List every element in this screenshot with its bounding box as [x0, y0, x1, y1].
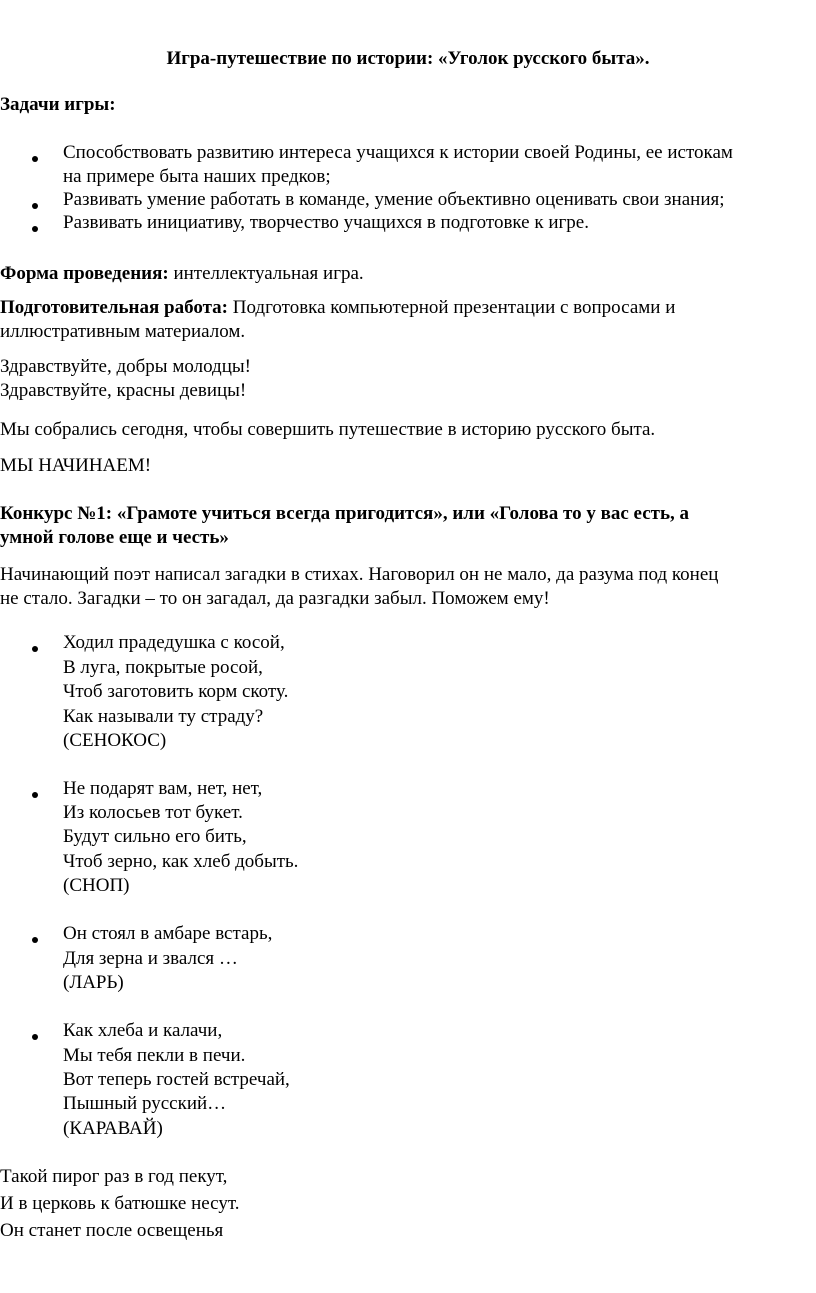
pie-line-1: Такой пирог раз в год пекут, — [0, 1166, 228, 1187]
task-item-2: Развивать умение работать в команде, умение объективно оценивать свои знания; — [63, 189, 725, 210]
riddle-3-answer: (ЛАРЬ) — [63, 972, 124, 993]
greeting-line-1: Здравствуйте, добры молодцы! — [0, 356, 251, 377]
bullet-icon — [32, 937, 38, 943]
riddle-2-line-1: Не подарят вам, нет, нет, — [63, 778, 263, 799]
tasks-heading: Задачи игры: — [0, 94, 116, 115]
riddle-2-answer: (СНОП) — [63, 875, 130, 896]
riddle-4-line-1: Как хлеба и калачи, — [63, 1020, 223, 1041]
riddle-4-line-3: Вот теперь гостей встречай, — [63, 1069, 290, 1090]
form-paragraph — [0, 262, 364, 286]
task-item-3: Развивать инициативу, творчество учащихся в подготовке к игре. — [63, 212, 589, 233]
document-title: Игра-путешествие по истории: «Уголок русского быта». — [166, 48, 650, 69]
riddle-3-line-2: Для зерна и звался … — [63, 948, 238, 969]
contest-desc-line-1: Начинающий поэт написал загадки в стихах. Наговорил он не мало, да разума под конец — [0, 564, 719, 585]
riddle-1-line-1: Ходил прадедушка с косой, — [63, 632, 285, 653]
bullet-icon — [32, 646, 38, 652]
riddle-2-line-3: Будут сильно его бить, — [63, 826, 247, 847]
contest-heading-line-1: Конкурс №1: «Грамоте учиться всегда пригодится», или «Голова то у вас есть, а — [0, 503, 690, 524]
bullet-icon — [32, 792, 38, 798]
prep-paragraph — [0, 296, 675, 320]
riddle-1-line-3: Чтоб заготовить корм скоту. — [63, 681, 289, 702]
prep-text-line-2: иллюстративным материалом. — [0, 321, 246, 342]
riddle-1-line-4: Как называли ту страду? — [63, 706, 264, 727]
riddle-4-answer: (КАРАВАЙ) — [63, 1118, 163, 1139]
contest-heading-line-2: умной голове еще и честь» — [0, 527, 229, 548]
riddle-1-answer: (СЕНОКОС) — [63, 730, 167, 751]
riddle-3-line-1: Он стоял в амбаре встарь, — [63, 923, 273, 944]
task-item-1-line-1: Способствовать развитию интереса учащихся к истории своей Родины, ее истокам — [63, 142, 733, 163]
intro-text: Мы собрались сегодня, чтобы совершить путешествие в историю русского быта. — [0, 419, 656, 440]
riddle-2-line-4: Чтоб зерно, как хлеб добыть. — [63, 851, 299, 872]
prep-text: Подготовка компьютерной презентации с вопросами и — [227, 297, 676, 318]
bullet-icon — [32, 226, 38, 232]
contest-desc-line-2: не стало. Загадки – то он загадал, да разгадки забыл. Поможем ему! — [0, 588, 550, 609]
prep-label: Подготовительная работа: — [0, 297, 228, 318]
task-item-1-line-2: на примере быта наших предков; — [63, 166, 331, 187]
bullet-icon — [32, 1034, 38, 1040]
riddle-2-line-2: Из колосьев тот букет. — [63, 802, 243, 823]
riddle-1-line-2: В луга, покрытые росой, — [63, 657, 263, 678]
bullet-icon — [32, 203, 38, 209]
bullet-icon — [32, 156, 38, 162]
riddle-4-line-2: Мы тебя пекли в печи. — [63, 1045, 246, 1066]
start-text: МЫ НАЧИНАЕМ! — [0, 455, 152, 476]
greeting-line-2: Здравствуйте, красны девицы! — [0, 380, 247, 401]
form-text: интеллектуальная игра. — [168, 263, 364, 284]
pie-line-2: И в церковь к батюшке несут. — [0, 1193, 240, 1214]
form-label: Форма проведения: — [0, 263, 169, 284]
riddle-4-line-4: Пышный русский… — [63, 1093, 227, 1114]
pie-line-3: Он станет после освещенья — [0, 1220, 224, 1241]
